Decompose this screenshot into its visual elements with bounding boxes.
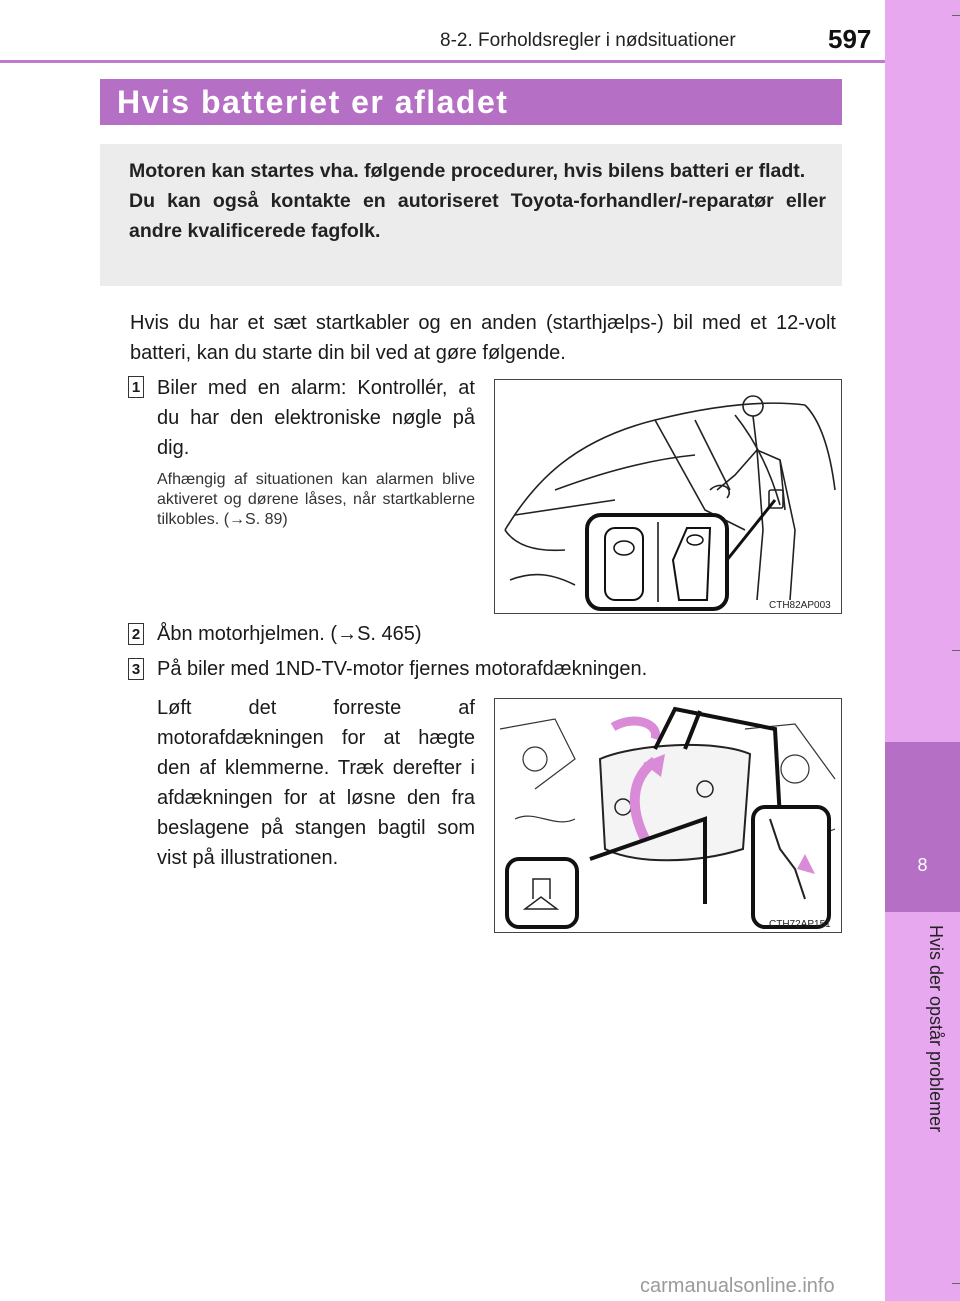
crop-mark [952,15,960,16]
step-3-detail: Løft det forreste af motorafdækningen for at hægte den af klemmerne. Træk derefter i afdækningen for at løsne den fra beslagene på stangen bagtil som vist på illustrationen. [157,697,475,869]
step-1-note: Afhængig af situationen kan alarmen blive aktiveret og dørene låses, når startkablerne tilkobles. (→S. 89) [157,471,475,528]
page-number: 597 [828,24,872,54]
step-number-2: 2 [128,623,144,645]
step-number-3: 3 [128,658,144,680]
car-key-illustration [495,380,842,614]
watermark-text: carmanualsonline.info [640,1275,835,1297]
chapter-header: 8-2. Forholdsregler i nødsituationer [440,30,736,51]
lead-paragraph: Hvis du har et sæt startkabler og en anden (starthjælps-) bil med et 12-volt batteri, kan du starte din bil ved at gøre følgende. [130,312,836,364]
crop-mark [952,650,960,651]
step-2-text: Åbn motorhjelmen. (→S. 465) [157,623,422,645]
intro-line-1: Motoren kan startes vha. følgende procedurer, hvis bilens batteri er fladt. [129,160,806,182]
figure-2-code: CTH72AP151 [769,919,831,930]
figure-1-code: CTH82AP003 [769,600,831,611]
intro-line-2: Du kan også kontakte en autoriseret Toyota-forhandler/-reparatør eller andre kvalificerede fagfolk. [129,190,826,242]
chapter-tab-marker [885,742,960,912]
figure-car-key [494,379,842,614]
step-1-text: Biler med en alarm: Kontrollér, at du har den elektroniske nøgle på dig. [157,377,475,459]
step-number-1: 1 [128,376,144,398]
header-rule [0,60,885,63]
figure-engine-cover [494,698,842,933]
engine-cover-illustration [495,699,842,933]
crop-mark [952,1283,960,1284]
step-3-text: På biler med 1ND-TV-motor fjernes motorafdækningen. [157,658,648,680]
intro-box [100,144,842,286]
chapter-title-vertical: Hvis der opstår problemer [926,925,946,1133]
section-title: Hvis batteriet er afladet [100,79,842,125]
chapter-number: 8 [917,855,928,875]
